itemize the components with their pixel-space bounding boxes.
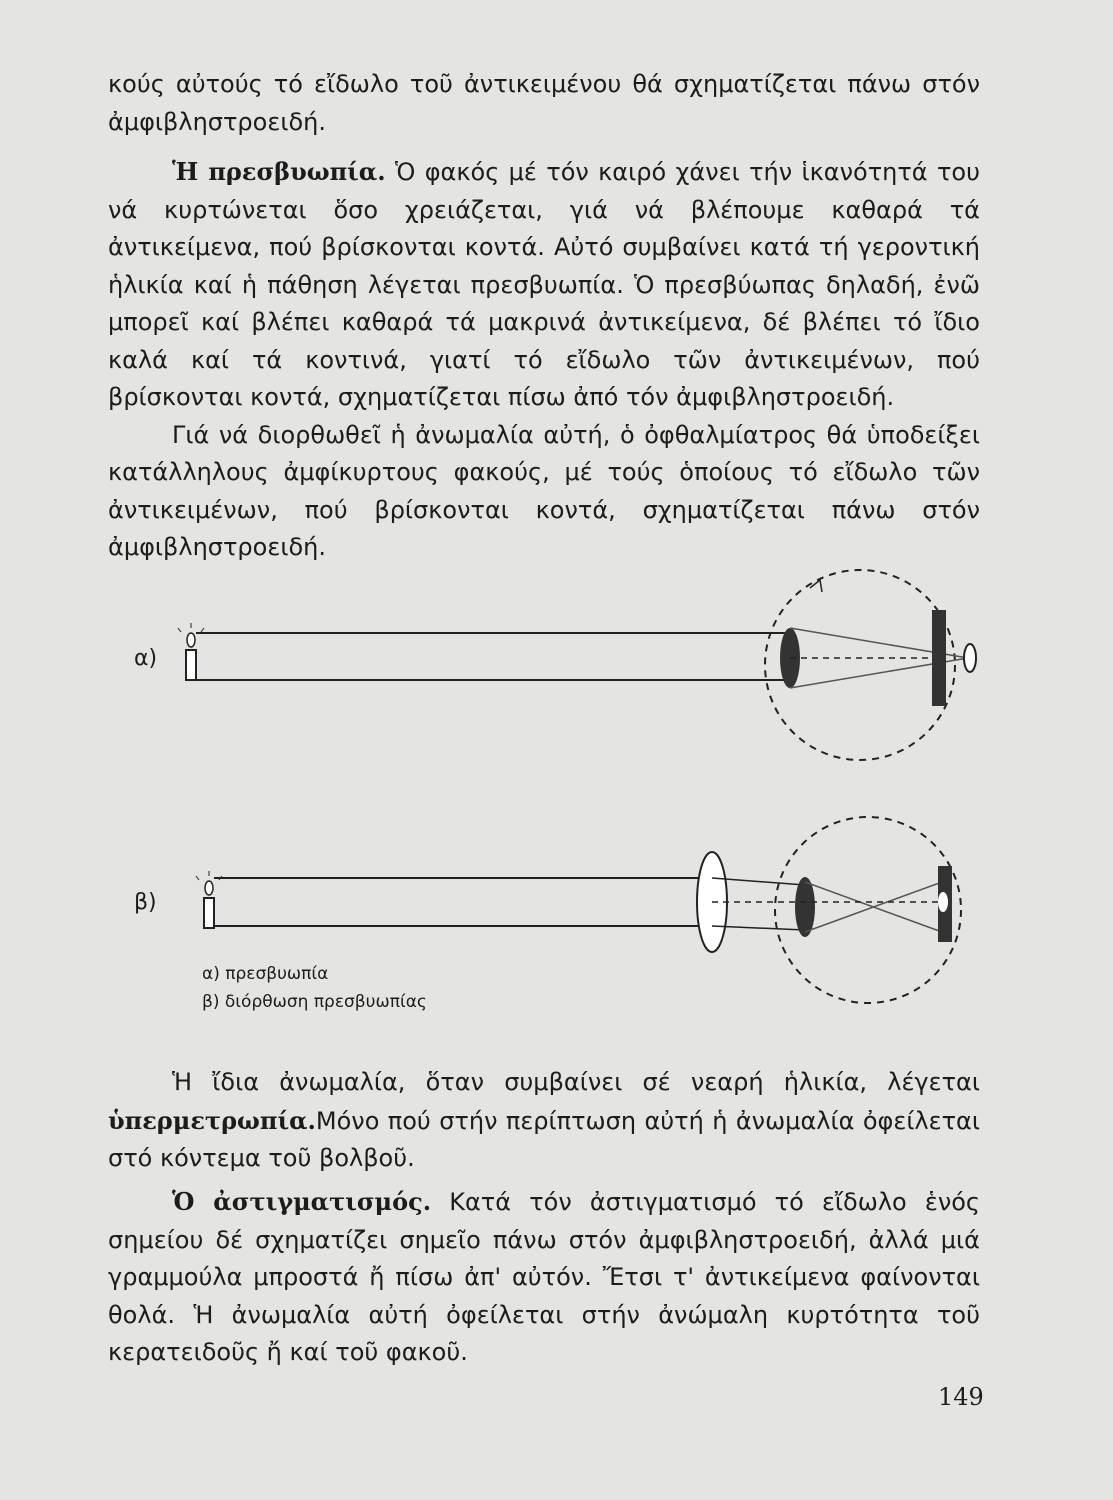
image-point-a <box>964 644 976 672</box>
candle-icon <box>196 871 222 928</box>
term-hyperopia: ὑπερμετρωπία. <box>108 1105 316 1135</box>
figure-label-b: β) <box>134 890 157 915</box>
image-point-b <box>938 892 948 912</box>
paragraph-presbyopia-body: Ὁ φακός μέ τόν καιρό χάνει τήν ἱκανότητά του νά κυρτώνεται ὅσο χρειάζεται, γιά νά βλέπουμε καθαρά τά ἀντικείμενα, πού βρίσκονται κοντά. Αὐτό συμβαίνει κατά τή γεροντική ἡλικία καί ἡ πάθηση λέγεται πρεσβυωπία. Ὁ πρεσβύωπας δηλαδή, ἐνῶ μπορεῖ καί βλέπει καθαρά τά μακρινά ἀντικείμενα, δέ βλέπει τό ἴδιο καλά καί τά κοντινά, γιατί τό εἴδωλο τῶν ἀντικειμένων, πού βρίσκονται κοντά, σχηματίζεται πίσω ἀπό τόν ἀμφιβληστροειδή. <box>108 158 981 411</box>
paragraph-astigmatism-body: Κατά τόν ἀστιγματισμό τό εἴδωλο ἑνός σημείου δέ σχηματίζει σημεῖο πάνω στόν ἀμφιβληστροειδή, ἀλλά μιά γραμμούλα μπροστά ἤ πίσω ἀπ' αὐτόν. Ἔτσι τ' ἀντικείμενα φαίνονται θολά. Ἡ ἀνωμαλία αὐτή ὀφείλεται στήν ἀνώμαλη κυρτότητα τοῦ κερατειδοῦς ἤ καί τοῦ φακοῦ. <box>108 1188 981 1366</box>
text-block-astigmatism <box>108 1183 980 1372</box>
corrected-ray-bottom-b <box>712 926 805 930</box>
eye-lens-b <box>795 877 815 937</box>
paragraph-correction: Γιά νά διορθωθεῖ ἡ ἀνωμαλία αὐτή, ὁ ὀφθαλμίατρος θά ὑποδείξει κατάλληλους ἀμφίκυρτους φακούς, μέ τούς ὁποίους τό εἴδωλο τῶν ἀντικειμένων, πού βρίσκονται κοντά, σχηματίζεται πάνω στόν ἀμφιβληστροειδή. <box>108 420 980 561</box>
figure-label-a: α) <box>134 646 158 671</box>
page-number: 149 <box>938 1383 984 1411</box>
heading-presbyopia: Ἡ πρεσβυωπία. <box>172 157 386 186</box>
heading-astigmatism: Ὁ ἀστιγματισμός. <box>172 1187 432 1216</box>
diagram-a <box>178 570 976 760</box>
paragraph-continuation: κούς αὐτούς τό εἴδωλο τοῦ ἀντικειμένου θά σχηματίζεται πάνω στόν ἀμφιβληστροειδή. <box>108 70 980 136</box>
caption-b: β) διόρθωση πρεσβυωπίας <box>202 992 427 1012</box>
paragraph-astigmatism <box>108 1183 980 1372</box>
paragraph-hyperopia <box>108 1064 980 1178</box>
paragraph-hyperopia-end: Μόνο πού στήν περίπτωση αὐτή ἡ ἀνωμαλία ὀφείλεται στό κόντεμα τοῦ βολβοῦ. <box>108 1106 980 1172</box>
text-block-hyperopia <box>108 1064 980 1178</box>
text-block-top <box>108 66 980 567</box>
candle-icon <box>178 623 204 680</box>
presbyopia-diagram <box>100 560 980 1030</box>
arrow-mark-a <box>810 580 822 592</box>
presbyopia-figure <box>100 560 980 1030</box>
paragraph-presbyopia <box>108 153 980 417</box>
retina-a <box>932 610 946 706</box>
paragraph-hyperopia-start: Ἡ ἴδια ἀνωμαλία, ὅταν συμβαίνει σέ νεαρή ἡλικία, λέγεται <box>172 1068 980 1096</box>
caption-a: α) πρεσβυωπία <box>202 964 329 984</box>
